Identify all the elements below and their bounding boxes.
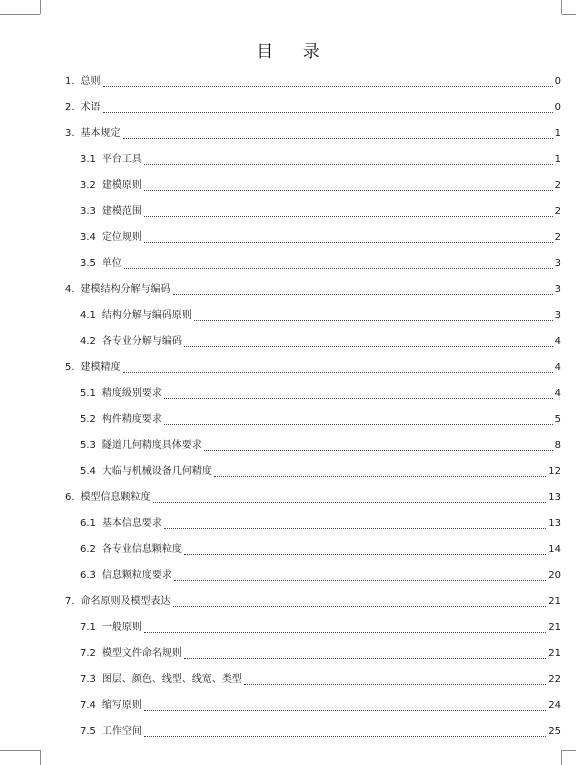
toc-entry-page-number: 0 [554, 76, 561, 87]
toc-entry-label: 信息颗粒度要求 [101, 570, 172, 581]
toc-entry-page-number: 20 [548, 570, 561, 581]
toc-entry[interactable] [80, 722, 561, 742]
toc-entry-page-number: 2 [554, 206, 561, 217]
toc-entry-label: 模型信息颗粒度 [80, 492, 151, 503]
toc-dot-leader [194, 320, 553, 321]
toc-entry-number: 7. [65, 596, 75, 607]
toc-entry-number: 5. [65, 362, 75, 373]
toc-entry-number: 6.2 [80, 544, 96, 555]
toc-entry[interactable] [80, 514, 561, 534]
toc-entry[interactable] [80, 202, 561, 222]
toc-entry-label: 大临与机械设备几何精度 [101, 466, 212, 477]
toc-entry[interactable] [80, 332, 561, 352]
toc-dot-leader [144, 190, 553, 191]
toc-entry-label: 结构分解与编码原则 [101, 310, 192, 321]
toc-entry[interactable] [80, 436, 561, 456]
toc-dot-leader [144, 242, 553, 243]
toc-entry-page-number: 13 [548, 492, 561, 503]
toc-entry-number: 5.2 [80, 414, 96, 425]
toc-entry-page-number: 21 [548, 648, 561, 659]
toc-entry-number: 5.1 [80, 388, 96, 399]
toc-entry-number: 4. [65, 284, 75, 295]
crop-mark-top-right [562, 14, 576, 15]
toc-entry-label: 建模范围 [101, 206, 142, 217]
toc-entry[interactable] [80, 670, 561, 690]
toc-entry-number: 4.2 [80, 336, 96, 347]
toc-entry-page-number: 5 [554, 414, 561, 425]
toc-entry-page-number: 13 [548, 518, 561, 529]
toc-entry-label: 精度级别要求 [101, 388, 162, 399]
toc-entry[interactable] [80, 618, 561, 638]
toc-entry-number: 5.3 [80, 440, 96, 451]
toc-dot-leader [173, 294, 553, 295]
toc-entry[interactable] [65, 124, 561, 144]
toc-entry-number: 3.4 [80, 232, 96, 243]
toc-entry-label: 总则 [80, 76, 101, 87]
toc-entry[interactable] [80, 306, 561, 326]
toc-entry-page-number: 8 [554, 440, 561, 451]
toc-entry-number: 6. [65, 492, 75, 503]
toc-entry-page-number: 12 [548, 466, 561, 477]
toc-entry-page-number: 2 [554, 180, 561, 191]
toc-entry-label: 模型文件命名规则 [101, 648, 182, 659]
toc-entry-number: 1. [65, 76, 75, 87]
toc-entry[interactable] [80, 540, 561, 560]
toc-entry-label: 图层、颜色、线型、线宽、类型 [101, 674, 242, 685]
toc-entry-label: 单位 [101, 258, 122, 269]
toc-entry[interactable] [65, 98, 561, 118]
toc-dot-leader [123, 372, 553, 373]
toc-dot-leader [174, 580, 546, 581]
toc-entry-page-number: 4 [554, 388, 561, 399]
toc-entry-page-number: 21 [548, 622, 561, 633]
toc-entry-page-number: 4 [554, 362, 561, 373]
toc-entry[interactable] [65, 592, 561, 612]
toc-title: 目 录 [256, 42, 332, 62]
toc-entry-label: 一般原则 [101, 622, 142, 633]
toc-entry[interactable] [65, 72, 561, 92]
crop-mark-bottom-right [561, 750, 562, 765]
crop-mark-top-left [0, 14, 40, 15]
toc-entry-page-number: 1 [554, 128, 561, 139]
crop-mark-top-left [40, 0, 41, 14]
toc-entry-page-number: 1 [554, 154, 561, 165]
toc-entry-number: 7.3 [80, 674, 96, 685]
toc-entry-page-number: 22 [548, 674, 561, 685]
toc-entry-number: 3.2 [80, 180, 96, 191]
toc-dot-leader [204, 450, 553, 451]
toc-entry-page-number: 25 [548, 726, 561, 737]
toc-dot-leader [144, 164, 553, 165]
toc-entry-label: 各专业信息颗粒度 [101, 544, 182, 555]
toc-entry[interactable] [80, 176, 561, 196]
toc-entry-number: 5.4 [80, 466, 96, 477]
toc-entry-page-number: 3 [554, 258, 561, 269]
toc-entry-number: 3.5 [80, 258, 96, 269]
toc-entry-page-number: 3 [554, 284, 561, 295]
toc-entry-number: 7.5 [80, 726, 96, 737]
toc-dot-leader [124, 268, 553, 269]
toc-entry[interactable] [65, 488, 561, 508]
toc-entry-label: 定位规则 [101, 232, 142, 243]
toc-entry-label: 各专业分解与编码 [101, 336, 182, 347]
toc-entry-number: 6.3 [80, 570, 96, 581]
toc-dot-leader [164, 398, 553, 399]
toc-entry-number: 7.1 [80, 622, 96, 633]
toc-entry[interactable] [80, 410, 561, 430]
toc-entry-label: 工作空间 [101, 726, 142, 737]
toc-entry[interactable] [80, 566, 561, 586]
toc-entry-number: 3.3 [80, 206, 96, 217]
toc-dot-leader [144, 632, 546, 633]
crop-mark-bottom-left [40, 750, 41, 765]
toc-dot-leader [214, 476, 546, 477]
crop-mark-bottom-left [0, 750, 40, 751]
toc-entry-page-number: 14 [548, 544, 561, 555]
toc-entry-number: 7.4 [80, 700, 96, 711]
toc-entry-page-number: 4 [554, 336, 561, 347]
toc-entry-label: 建模原则 [101, 180, 142, 191]
toc-entry-number: 7.2 [80, 648, 96, 659]
toc-entry-number: 3.1 [80, 154, 96, 165]
toc-entry[interactable] [80, 228, 561, 248]
toc-dot-leader [184, 346, 553, 347]
toc-entry-label: 术语 [80, 102, 101, 113]
toc-entry-label: 隧道几何精度具体要求 [101, 440, 202, 451]
toc-entry[interactable] [80, 644, 561, 664]
toc-entry[interactable] [80, 384, 561, 404]
toc-entry-label: 平台工具 [101, 154, 142, 165]
toc-dot-leader [103, 112, 553, 113]
toc-entry-page-number: 21 [548, 596, 561, 607]
toc-entry-label: 构件精度要求 [101, 414, 162, 425]
crop-mark-top-right [561, 0, 562, 14]
toc-entry-label: 缩写原则 [101, 700, 142, 711]
toc-entry-label: 建模结构分解与编码 [80, 284, 171, 295]
toc-entry-page-number: 0 [554, 102, 561, 113]
toc-dot-leader [164, 528, 546, 529]
toc-entry-label: 命名原则及模型表达 [80, 596, 171, 607]
toc-entry-label: 基本规定 [80, 128, 121, 139]
toc-entry[interactable] [80, 696, 561, 716]
toc-dot-leader [144, 736, 546, 737]
toc-dot-leader [184, 658, 546, 659]
toc-entry-page-number: 2 [554, 232, 561, 243]
toc-entry[interactable] [80, 462, 561, 482]
toc-dot-leader [123, 138, 553, 139]
toc-dot-leader [164, 424, 553, 425]
toc-entry[interactable] [65, 280, 561, 300]
toc-dot-leader [244, 684, 546, 685]
toc-entry-number: 3. [65, 128, 75, 139]
toc-entry-number: 4.1 [80, 310, 96, 321]
toc-entry-label: 基本信息要求 [101, 518, 162, 529]
toc-entry-page-number: 3 [554, 310, 561, 321]
toc-dot-leader [144, 216, 553, 217]
toc-entry-number: 6.1 [80, 518, 96, 529]
toc-dot-leader [144, 710, 546, 711]
toc-entry-label: 建模精度 [80, 362, 121, 373]
toc-dot-leader [173, 606, 547, 607]
toc-dot-leader [153, 502, 547, 503]
toc-entry[interactable] [80, 150, 561, 170]
toc-entry-number: 2. [65, 102, 75, 113]
crop-mark-bottom-right [562, 750, 576, 751]
toc-entry-page-number: 24 [548, 700, 561, 711]
toc-dot-leader [184, 554, 546, 555]
toc-dot-leader [103, 86, 553, 87]
toc-entry[interactable] [80, 254, 561, 274]
toc-entry[interactable] [65, 358, 561, 378]
